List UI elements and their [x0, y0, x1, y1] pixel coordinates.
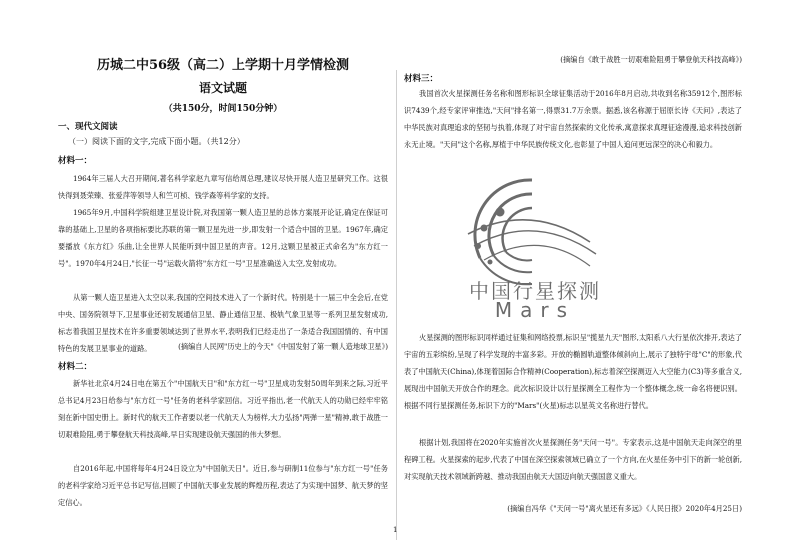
- material2-paragraph: 自2016年起,中国将每年4月24日设立为"中国航天日"。近日,参与研制11位参与"东方红一号"任务的老科学家给习近平总书记写信,回顾了中国航天事业发展的辉煌历程,表达了为实现中国梦、航天梦的坚定信心。: [58, 464, 388, 507]
- material2-label: 材料二：: [58, 362, 93, 372]
- material2-source: (摘编自《敢于战胜一切艰难险阻勇于攀登航天科技高峰》): [560, 55, 742, 64]
- material1-paragraph: 从第一颗人造卫星进入太空以来,我国的空间技术进入了一个新时代。特别是十一届三中全会后,在党中央、国务院领导下,卫星事业还初发展通信卫星、静止通信卫星、极轨气象卫星等一系列卫星发射成功,标志着我国卫星技术在许多重要领域达到了世界水平,表明我们已经走出了一条适合我国国情的、有中国特色的发展卫星事业的道路。: [58, 293, 388, 353]
- score-time-info: （共150分，时间150分钟）: [163, 104, 283, 114]
- china-planetary-exploration-logo: [440, 172, 630, 322]
- subject-title: 语文试题: [198, 81, 247, 95]
- material1-label: 材料一：: [58, 156, 93, 166]
- material2-paragraph: 新华社北京4月24日电在第五个"中国航天日"和"东方红一号"卫星成功发射50周年到来之际,习近平总书记4月23日给参与"东方红一号"任务的老科学家回信。习近平指出,老一代航天人的功勋已经牢牢铭刻在新中国史册上。新时代的航天工作者要以老一代航天人为榜样,大力弘扬"两弹一星"精神,敢于战胜一切艰难险阻,勇于攀登航天科技高峰,早日实现建设航天强国的伟大梦想。: [58, 379, 388, 439]
- section-heading: 一、现代文阅读: [58, 122, 118, 132]
- exam-title: 历城二中56级（高二）上学期十月学情检测: [96, 58, 350, 73]
- logo-text-mars: Mars: [494, 298, 576, 322]
- material3-label: 材料三：: [404, 74, 439, 84]
- material3-paragraph: 根据计划,我国将在2020年实施首次火星探测任务"天问一号"。专家表示,这是中国航天走向深空的里程碑工程。火星探索的起步,代表了中国在深空探索领域已确立了一个方向,在火星任务中引下的新一轮创新,对实现航天技术领域新跨越、推动我国由航天大国迈向航天强国意义重大。: [404, 438, 742, 481]
- column-divider: [396, 70, 397, 540]
- material1-paragraph: 1964年三届人大召开期间,著名科学家赵九章写信给周总理,建议尽快开展人造卫星研究工作。这很快得到聂荣臻、张爱萍等领导人和竺可桢、钱学森等科学家的支持。: [58, 174, 388, 200]
- material1-source: (摘编自人民网"历史上的今天"《中国发射了第一颗人造地球卫星》): [178, 342, 388, 351]
- material3-source: (摘编自冯华《"天问一号"离火星还有多远》《人民日报》2020年4月25日): [507, 504, 742, 513]
- logo-text-chinese: 中国行星探测: [469, 279, 601, 303]
- material3-paragraph: 我国首次火星探测任务名称和图形标识全球征集活动于2016年8月启动,共收到名称35912个,图形标识7439个,经专家评审推选,"天问"排名第一,得票31.7万余票。据悉,该名称源于屈原长诗《天问》,表达了中华民族对真理追求的坚韧与执着,体现了对宇宙自然探索的文化传承,寓意探求真理征途漫漫,追求科技创新永无止境。"天问"这个名称,厚植于中华民族传统文化,也彰显了中国人追问更远深空的决心和毅力。: [404, 89, 742, 149]
- page-number: 1: [393, 526, 398, 534]
- material1-paragraph: 1965年9月,中国科学院组建卫星设计院,对我国第一颗人造卫星的总体方案展开论证,确定在保证可靠的基础上,卫星的各项指标要比苏联的第一颗卫星先进一步,即发射一个适合中国的卫星。1967年,确定要播放《东方红》乐曲,让全世界人民能听到中国卫星的声音。12月,这颗卫星被正式命名为"东方红一号"。1970年4月24日,"长征一号"运载火箭将"东方红一号"卫星准确送入太空,发射成功。: [58, 208, 388, 268]
- reading-instruction: （一）阅读下面的文字,完成下面小题。（共12分）: [68, 137, 245, 146]
- material3-paragraph: 火星探测的图形标识同样通过征集和网络投票,标识呈"揽星九天"图形,太阳系八大行星依次排开,表达了宇宙的五彩缤纷,呈现了科学发现的丰富多彩。开放的椭圆轨道整体倾斜向上,展示了独特宇母"C"的形象,代表了中国航天(China),体现着国际合作精神(Cooperation),标志着深空探测迈入大空能力(C3)等多重含义,展现出中国航天开放合作的理念。此次标识设计以行星探测全工程作为一个整体概念,统一命名将便识别。根据不同行星探测任务,标识下方的"Mars"(火星)标志以星英文名称进行替代。: [404, 333, 742, 410]
